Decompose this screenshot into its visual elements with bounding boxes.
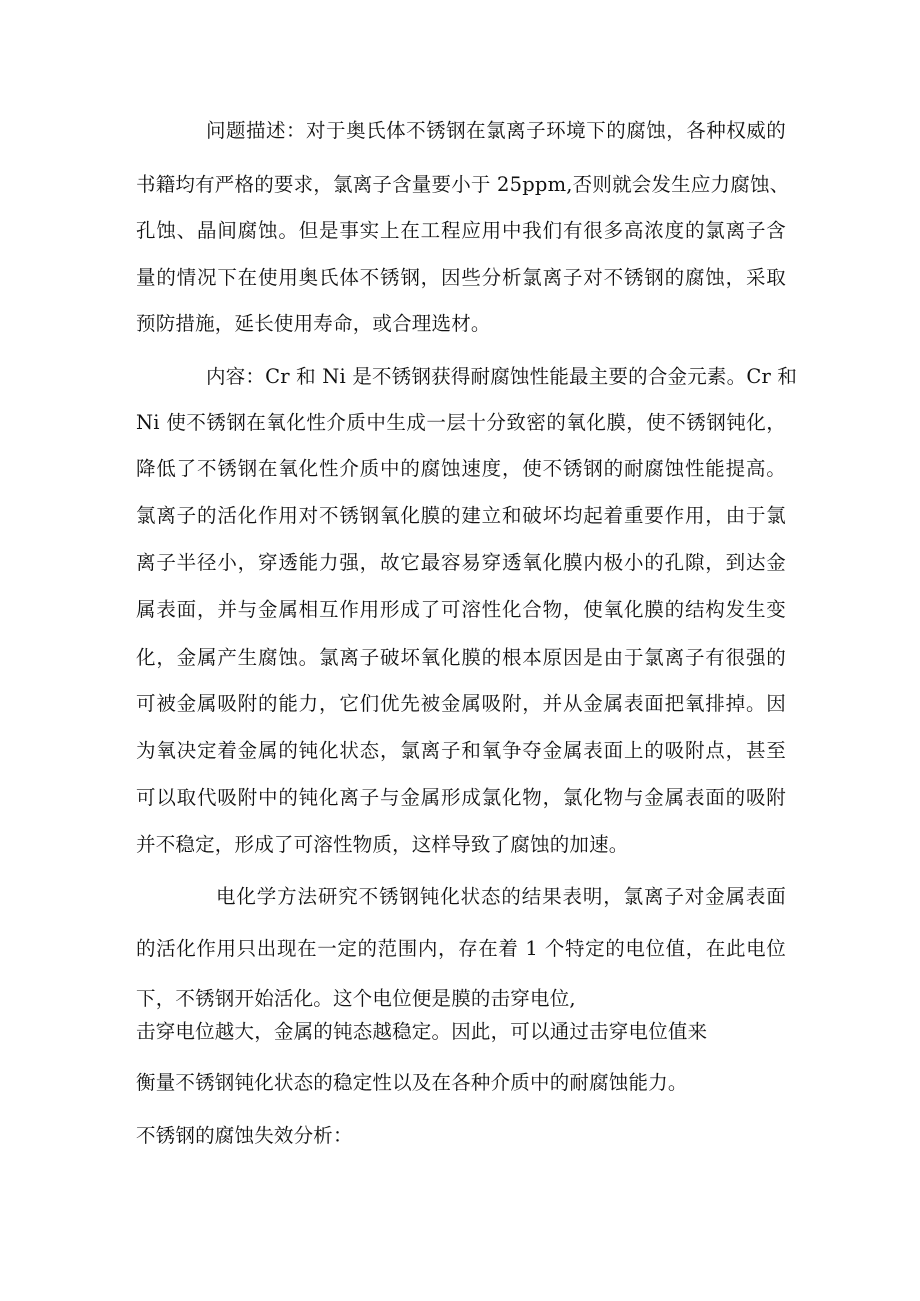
- paragraph-1-line-2: 书籍均有严格的要求，氯离子含量要小于 25ppm,否则就会发生应力腐蚀、: [136, 173, 790, 196]
- paragraph-2-line-3: 降低了不锈钢在氧化性介质中的腐蚀速度，使不锈钢的耐腐蚀性能提高。: [136, 457, 786, 480]
- paragraph-2-line-11: 并不稳定，形成了可溶性物质，这样导致了腐蚀的加速。: [136, 833, 629, 856]
- paragraph-3-line-4: 击穿电位越大，金属的钝态越稳定。因此，可以通过击穿电位值来: [136, 1020, 708, 1043]
- paragraph-2-line-10: 可以取代吸附中的钝化离子与金属形成氯化物，氯化物与金属表面的吸附: [136, 786, 786, 809]
- section-heading-failure-analysis: 不锈钢的腐蚀失效分析：: [136, 1124, 353, 1147]
- paragraph-2-line-5: 离子半径小，穿透能力强，故它最容易穿透氧化膜内极小的孔隙，到达金: [136, 551, 786, 574]
- paragraph-2-line-6: 属表面，并与金属相互作用形成了可溶性化合物，使氧化膜的结构发生变: [136, 598, 786, 621]
- paragraph-1-line-3: 孔蚀、晶间腐蚀。但是事实上在工程应用中我们有很多高浓度的氯离子含: [136, 219, 786, 242]
- paragraph-3-line-3: 下，不锈钢开始活化。这个电位便是膜的击穿电位,: [136, 987, 576, 1010]
- paragraph-1-line-5: 预防措施，延长使用寿命，或合理选材。: [136, 312, 491, 335]
- paragraph-2-line-9: 为氧决定着金属的钝化状态，氯离子和氧争夺金属表面上的吸附点，甚至: [136, 739, 786, 762]
- paragraph-3-line-1: 电化学方法研究不锈钢钝化状态的结果表明，氯离子对金属表面: [216, 885, 786, 908]
- paragraph-3-line-2: 的活化作用只出现在一定的范围内，存在着 1 个特定的电位值，在此电位: [136, 937, 786, 960]
- paragraph-2-line-1: 内容：Cr 和 Ni 是不锈钢获得耐腐蚀性能最主要的合金元素。Cr 和: [206, 365, 798, 388]
- paragraph-1-line-4: 量的情况下在使用奥氏体不锈钢，因些分析氯离子对不锈钢的腐蚀，采取: [136, 266, 786, 289]
- paragraph-1-line-1: 问题描述：对于奥氏体不锈钢在氯离子环境下的腐蚀，各种权威的: [206, 119, 786, 142]
- paragraph-2-line-4: 氯离子的活化作用对不锈钢氧化膜的建立和破坏均起着重要作用，由于氯: [136, 504, 786, 527]
- paragraph-2-line-7: 化，金属产生腐蚀。氯离子破坏氧化膜的根本原因是由于氯离子有很强的: [136, 646, 786, 669]
- paragraph-2-line-2: Ni 使不锈钢在氧化性介质中生成一层十分致密的氧化膜，使不锈钢钝化，: [136, 411, 786, 434]
- paragraph-2-line-8: 可被金属吸附的能力，它们优先被金属吸附，并从金属表面把氧排掉。因: [136, 692, 786, 715]
- paragraph-3-line-5: 衡量不锈钢钝化状态的稳定性以及在各种介质中的耐腐蚀能力。: [136, 1071, 688, 1094]
